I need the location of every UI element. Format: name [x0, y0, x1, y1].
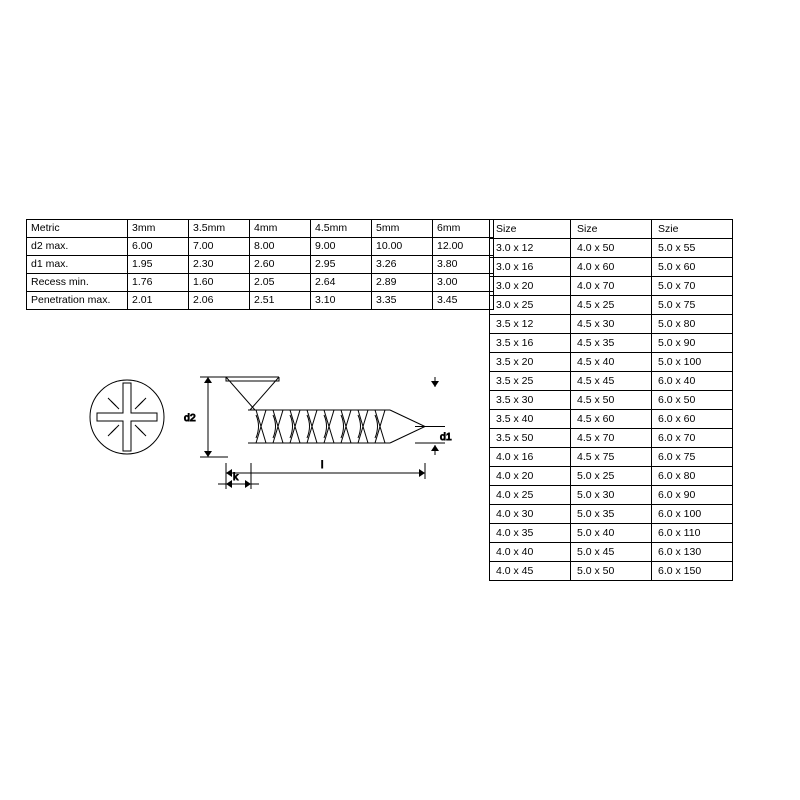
size-cell: 5.0 x 70	[652, 277, 733, 296]
spec-header-3mm: 3mm	[128, 220, 189, 238]
spec-cell: 6.00	[128, 238, 189, 256]
screw-drawing	[80, 355, 480, 500]
spec-cell: 2.01	[128, 292, 189, 310]
table-row	[490, 353, 733, 372]
size-cell: 6.0 x 60	[652, 410, 733, 429]
spec-cell: 8.00	[250, 238, 311, 256]
spec-cell: 3.10	[311, 292, 372, 310]
size-cell: 6.0 x 110	[652, 524, 733, 543]
size-cell: 5.0 x 90	[652, 334, 733, 353]
spec-cell: 2.95	[311, 256, 372, 274]
size-cell: 4.0 x 35	[490, 524, 571, 543]
spec-header-4mm: 4mm	[250, 220, 311, 238]
size-cell: 6.0 x 130	[652, 543, 733, 562]
size-cell: 6.0 x 40	[652, 372, 733, 391]
table-row	[490, 239, 733, 258]
spec-header-3-5mm: 3.5mm	[189, 220, 250, 238]
table-row	[490, 315, 733, 334]
table-row	[490, 448, 733, 467]
size-cell: 4.5 x 60	[571, 410, 652, 429]
spec-row-label: Penetration max.	[27, 292, 128, 310]
spec-cell: 7.00	[189, 238, 250, 256]
spec-cell: 2.60	[250, 256, 311, 274]
size-cell: 4.0 x 60	[571, 258, 652, 277]
table-row	[27, 292, 494, 310]
size-cell: 5.0 x 50	[571, 562, 652, 581]
spec-cell: 10.00	[372, 238, 433, 256]
table-row	[27, 238, 494, 256]
table-row	[490, 486, 733, 505]
table-row	[490, 391, 733, 410]
size-cell: 4.0 x 16	[490, 448, 571, 467]
length-dimension	[226, 463, 425, 479]
size-header-1: Size	[571, 220, 652, 239]
table-row	[27, 256, 494, 274]
spec-cell: 3.35	[372, 292, 433, 310]
size-cell: 4.5 x 70	[571, 429, 652, 448]
size-cell: 5.0 x 30	[571, 486, 652, 505]
table-row	[490, 334, 733, 353]
spec-cell: 1.95	[128, 256, 189, 274]
size-cell: 6.0 x 75	[652, 448, 733, 467]
size-cell: 4.5 x 50	[571, 391, 652, 410]
table-row	[490, 467, 733, 486]
size-cell: 4.5 x 45	[571, 372, 652, 391]
size-cell: 4.5 x 40	[571, 353, 652, 372]
table-row	[27, 274, 494, 292]
size-cell: 5.0 x 55	[652, 239, 733, 258]
spec-cell: 1.60	[189, 274, 250, 292]
length-label: l	[321, 459, 324, 471]
pozidriv-head-icon	[90, 380, 164, 454]
table-row	[490, 524, 733, 543]
table-row	[490, 505, 733, 524]
size-cell: 6.0 x 150	[652, 562, 733, 581]
spec-row-label: d2 max.	[27, 238, 128, 256]
k-label: k	[233, 471, 239, 483]
size-cell: 4.0 x 30	[490, 505, 571, 524]
spec-cell: 2.30	[189, 256, 250, 274]
size-cell: 6.0 x 100	[652, 505, 733, 524]
size-cell: 4.0 x 50	[571, 239, 652, 258]
d1-label: d1	[440, 431, 452, 443]
size-cell: 3.0 x 16	[490, 258, 571, 277]
size-table	[489, 219, 733, 581]
spec-header-5mm: 5mm	[372, 220, 433, 238]
size-cell: 3.5 x 12	[490, 315, 571, 334]
spec-cell: 2.06	[189, 292, 250, 310]
spec-header-6mm: 6mm	[433, 220, 494, 238]
size-cell: 5.0 x 45	[571, 543, 652, 562]
size-cell: 5.0 x 60	[652, 258, 733, 277]
spec-header-metric: Metric	[27, 220, 128, 238]
size-header-0: Size	[490, 220, 571, 239]
size-cell: 3.5 x 16	[490, 334, 571, 353]
table-row	[490, 562, 733, 581]
spec-cell: 3.26	[372, 256, 433, 274]
d2-label: d2	[184, 412, 196, 424]
d1-dimension	[415, 377, 445, 455]
size-cell: 4.0 x 40	[490, 543, 571, 562]
table-row	[490, 258, 733, 277]
spec-cell: 3.00	[433, 274, 494, 292]
k-dimension	[218, 463, 259, 489]
spec-cell: 2.51	[250, 292, 311, 310]
size-cell: 3.5 x 30	[490, 391, 571, 410]
size-cell: 6.0 x 70	[652, 429, 733, 448]
size-cell: 6.0 x 80	[652, 467, 733, 486]
spec-cell: 9.00	[311, 238, 372, 256]
size-cell: 5.0 x 75	[652, 296, 733, 315]
spec-cell: 2.05	[250, 274, 311, 292]
spec-cell: 12.00	[433, 238, 494, 256]
size-cell: 6.0 x 90	[652, 486, 733, 505]
size-cell: 4.5 x 25	[571, 296, 652, 315]
table-row	[490, 410, 733, 429]
table-row	[490, 277, 733, 296]
spec-header-4-5mm: 4.5mm	[311, 220, 372, 238]
size-cell: 3.5 x 20	[490, 353, 571, 372]
size-cell: 4.5 x 30	[571, 315, 652, 334]
size-cell: 4.0 x 45	[490, 562, 571, 581]
spec-cell: 2.89	[372, 274, 433, 292]
screw-threads	[256, 410, 385, 443]
size-cell: 5.0 x 80	[652, 315, 733, 334]
size-cell: 4.5 x 75	[571, 448, 652, 467]
spec-cell: 1.76	[128, 274, 189, 292]
d2-dimension	[200, 377, 228, 457]
size-cell: 4.0 x 25	[490, 486, 571, 505]
size-cell: 3.5 x 25	[490, 372, 571, 391]
size-header-2: Szie	[652, 220, 733, 239]
size-cell: 4.0 x 70	[571, 277, 652, 296]
size-cell: 5.0 x 40	[571, 524, 652, 543]
size-cell: 4.0 x 20	[490, 467, 571, 486]
table-row	[490, 372, 733, 391]
size-cell: 5.0 x 25	[571, 467, 652, 486]
size-cell: 3.0 x 20	[490, 277, 571, 296]
table-row-header	[490, 220, 733, 239]
spec-cell: 3.80	[433, 256, 494, 274]
size-cell: 3.5 x 40	[490, 410, 571, 429]
table-row-header	[27, 220, 494, 238]
size-cell: 4.5 x 35	[571, 334, 652, 353]
size-cell: 3.5 x 50	[490, 429, 571, 448]
spec-row-label: d1 max.	[27, 256, 128, 274]
table-row	[490, 543, 733, 562]
size-cell: 5.0 x 100	[652, 353, 733, 372]
size-cell: 5.0 x 35	[571, 505, 652, 524]
spec-cell: 2.64	[311, 274, 372, 292]
table-row	[490, 296, 733, 315]
size-cell: 3.0 x 25	[490, 296, 571, 315]
spec-row-label: Recess min.	[27, 274, 128, 292]
specification-table	[26, 219, 494, 310]
size-cell: 3.0 x 12	[490, 239, 571, 258]
table-row	[490, 429, 733, 448]
size-cell: 6.0 x 50	[652, 391, 733, 410]
spec-cell: 3.45	[433, 292, 494, 310]
